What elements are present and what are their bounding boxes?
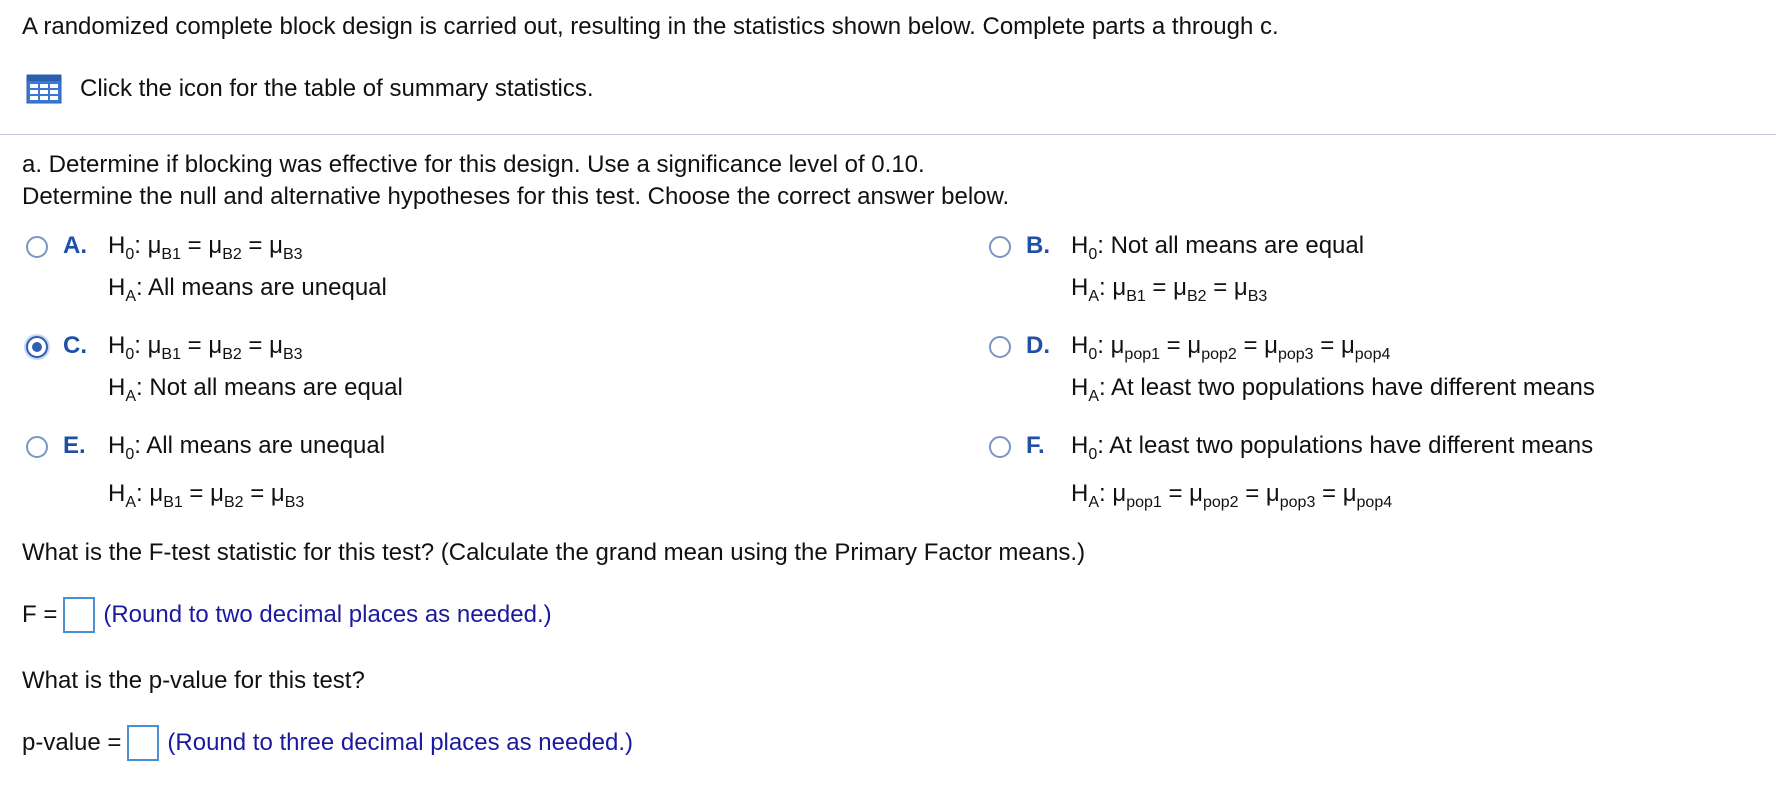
summary-stats-link-text[interactable]: Click the icon for the table of summary statistics.	[80, 75, 594, 102]
option-d-letter: D.	[1026, 332, 1050, 359]
option-b-letter: B.	[1026, 232, 1050, 259]
option-f-letter: F.	[1026, 432, 1045, 459]
p-answer-row	[22, 725, 633, 761]
option-a-h0: $H_0$: $\mu_{B1} = \mu_{B2} = \mu_{B3}$	[108, 232, 303, 263]
p-label: p-value =	[22, 729, 122, 756]
option-b-ha: $H_A$: $\mu_{B1} = \mu_{B2} = \mu_{B3}$	[1071, 274, 1268, 305]
p-hint: (Round to three decimal places as needed.)	[167, 729, 634, 756]
option-c-h0: $H_0$: $\mu_{B1} = \mu_{B2} = \mu_{B3}$	[108, 332, 303, 363]
option-c-letter: C.	[63, 332, 87, 359]
f-answer-row	[22, 597, 552, 633]
option-d-h0: $H_0$: $\mu_{pop1} = \mu_{pop2} = \mu_{pop3} = \mu_{pop4}$	[1071, 332, 1391, 363]
option-f-radio[interactable]	[989, 436, 1011, 458]
f-input[interactable]	[63, 597, 95, 633]
option-b-h0: $H_0$: Not all means are equal	[1071, 232, 1365, 263]
option-e-h0: $H_0$: All means are unequal	[108, 432, 386, 463]
option-b-radio[interactable]	[989, 236, 1011, 258]
option-c-radio[interactable]	[26, 336, 48, 358]
f-hint: (Round to two decimal places as needed.)	[103, 601, 552, 628]
option-d-radio[interactable]	[989, 336, 1011, 358]
option-c-ha: $H_A$: Not all means are equal	[108, 374, 403, 405]
part-a-instructions	[22, 149, 1009, 213]
intro-text: A randomized complete block design is carried out, resulting in the statistics shown below. Complete parts a through c.	[22, 13, 1279, 40]
f-statistic-question: What is the F-test statistic for this test? (Calculate the grand mean using the Primary Factor means.)	[22, 539, 1086, 566]
p-value-question: What is the p-value for this test?	[22, 667, 365, 694]
part-a-prompt: Determine the null and alternative hypotheses for this test. Choose the correct answer below.	[22, 183, 1010, 210]
option-e-ha: $H_A$: $\mu_{B1} = \mu_{B2} = \mu_{B3}$	[108, 480, 305, 511]
option-f-ha: $H_A$: $\mu_{pop1} = \mu_{pop2} = \mu_{pop3} = \mu_{pop4}$	[1071, 480, 1393, 511]
table-icon[interactable]	[26, 74, 62, 104]
part-a-question: a. Determine if blocking was effective for this design. Use a significance level of 0.10.	[22, 151, 925, 178]
summary-stats-link-row[interactable]	[26, 74, 594, 104]
option-e-radio[interactable]	[26, 436, 48, 458]
section-divider	[0, 134, 1776, 135]
option-a-radio[interactable]	[26, 236, 48, 258]
option-a-letter: A.	[63, 232, 87, 259]
f-label: F =	[22, 601, 58, 628]
option-a-ha: $H_A$: All means are unequal	[108, 274, 387, 305]
option-d-ha: $H_A$: At least two populations have different means	[1071, 374, 1595, 405]
p-value-input[interactable]	[127, 725, 159, 761]
option-e-letter: E.	[63, 432, 86, 459]
option-f-h0: $H_0$: At least two populations have different means	[1071, 432, 1594, 463]
